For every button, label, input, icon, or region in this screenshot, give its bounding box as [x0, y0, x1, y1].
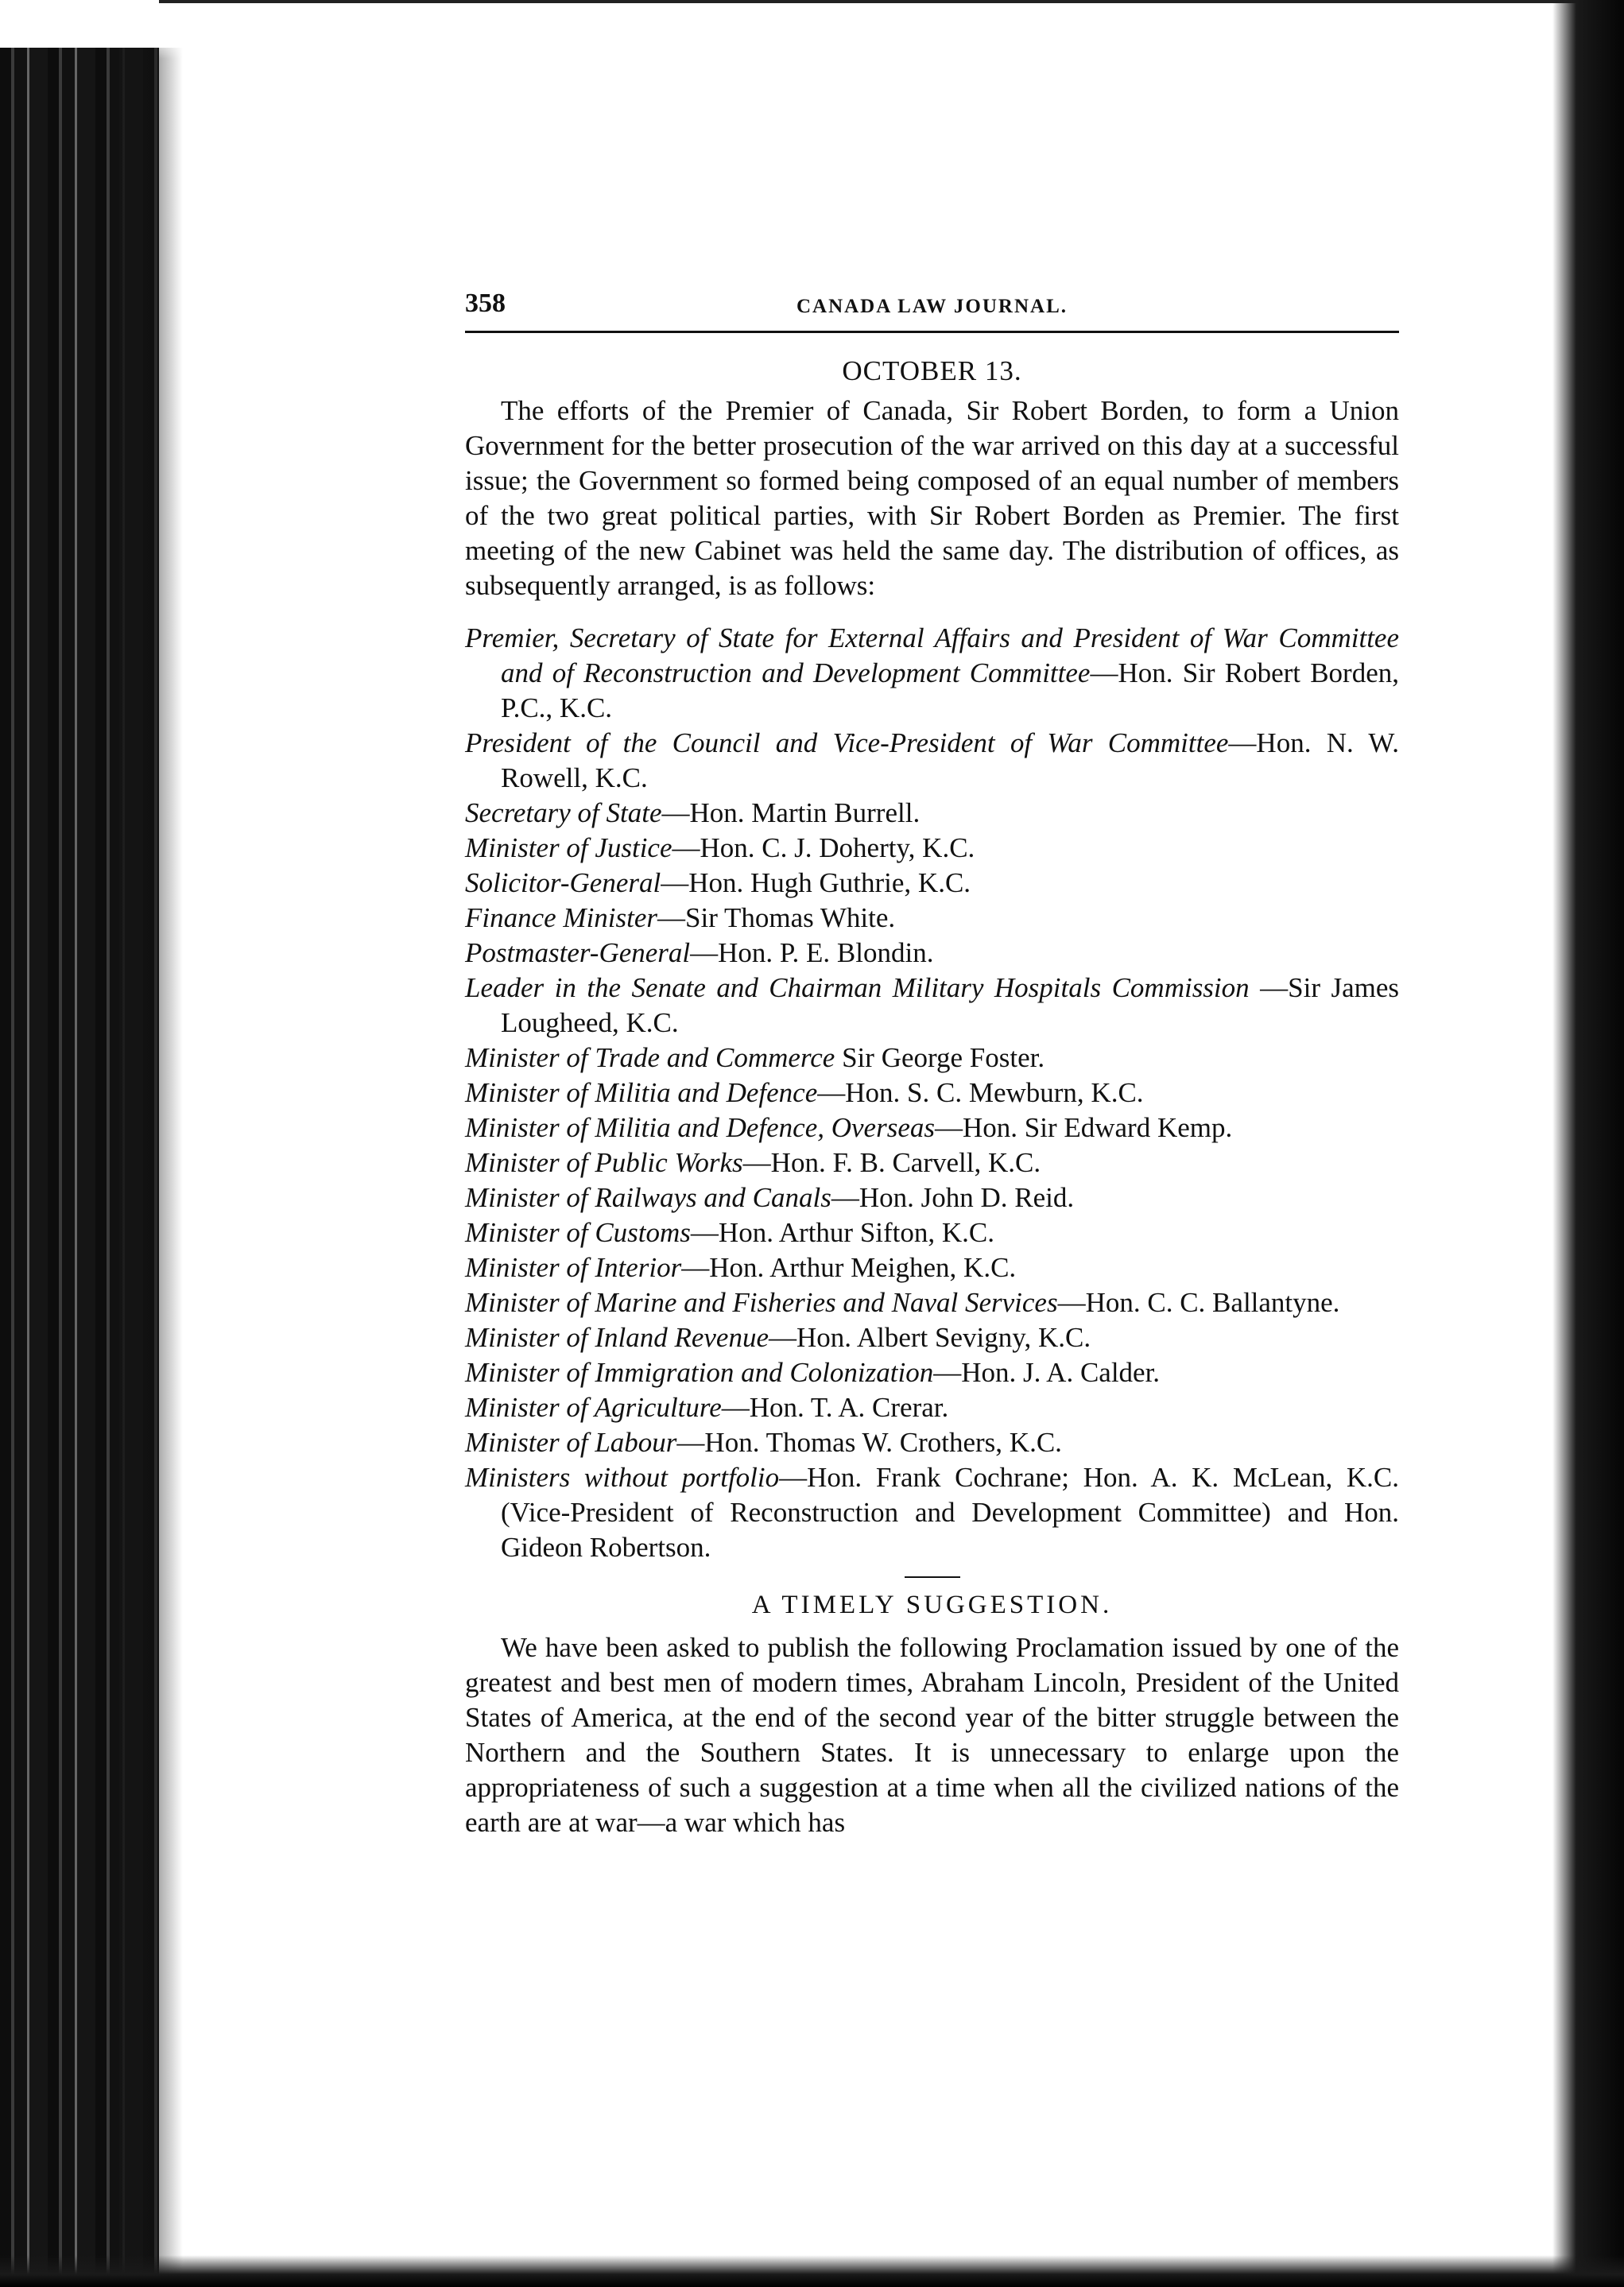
journal-title: CANADA LAW JOURNAL. — [796, 296, 1068, 317]
office-holder: Sir George Foster. — [835, 1042, 1045, 1073]
office-entry — [465, 1460, 1399, 1565]
office-holder: —Hon. T. A. Crerar. — [721, 1392, 949, 1423]
office-title: Minister of Militia and Defence, Overseas — [465, 1112, 935, 1143]
scan-edge-bottom — [0, 2255, 1624, 2287]
office-entry — [465, 831, 1399, 866]
page-number: 358 — [465, 289, 506, 318]
office-entry — [465, 866, 1399, 901]
office-holder: —Hon. C. J. Doherty, K.C. — [672, 832, 975, 863]
office-holder: —Hon. Arthur Meighen, K.C. — [681, 1252, 1017, 1283]
office-title: Solicitor-General — [465, 867, 661, 898]
office-title: Minister of Marine and Fisheries and Naval Services — [465, 1287, 1058, 1318]
office-title: Minister of Labour — [465, 1427, 677, 1458]
office-entry — [465, 1111, 1399, 1145]
scan-edge-top — [159, 0, 1624, 59]
office-holder: —Hon. Albert Sevigny, K.C. — [768, 1322, 1091, 1353]
office-title: Minister of Militia and Defence — [465, 1077, 818, 1108]
office-title: Minister of Public Works — [465, 1147, 743, 1178]
office-holder: —Hon. F. B. Carvell, K.C. — [742, 1147, 1041, 1178]
office-entry — [465, 1215, 1399, 1250]
office-entry — [465, 1041, 1399, 1076]
office-holder: —Hon. C. C. Ballantyne. — [1057, 1287, 1340, 1318]
office-title: Postmaster-General — [465, 937, 691, 968]
office-holder: —Hon. Thomas W. Crothers, K.C. — [676, 1427, 1062, 1458]
office-title: Minister of Customs — [465, 1217, 691, 1248]
office-title: Minister of Agriculture — [465, 1392, 722, 1423]
office-title: Finance Minister — [465, 902, 658, 933]
running-head — [465, 286, 1399, 324]
document-page — [465, 286, 1399, 1840]
office-list — [465, 621, 1399, 1565]
office-title: Premier, Secretary of State for External Affairs and President of War Committee and of Reconstruction and Development Committee — [465, 622, 1399, 688]
office-holder: —Hon. Frank Cochrane; Hon. A. K. McLean, K.C. (Vice-President of Reconstruction and Development Committee) and Hon. Gideon Robertson. — [501, 1462, 1399, 1563]
office-entry — [465, 901, 1399, 936]
section-paragraph: We have been asked to publish the following Proclamation issued by one of the greatest and best men of modern times, Abraham Lincoln, President of the United States of America, at the end of the second year of the bitter struggle between the Northern and the Southern States. It is unnecessary to enlarge upon the appropriateness of such a suggestion at a time when all the civilized nations of the earth are at war—a war which has — [465, 1632, 1399, 1838]
header-rule — [465, 331, 1399, 333]
date-heading: OCTOBER 13. — [842, 355, 1022, 386]
office-title: Ministers without portfolio — [465, 1462, 780, 1493]
section-separator — [905, 1576, 960, 1578]
office-title: Minister of Immigration and Colonization — [465, 1357, 934, 1388]
intro-paragraph: The efforts of the Premier of Canada, Sir Robert Borden, to form a Union Government for the better prosecution of the war arrived on this day at a successful issue; the Government so formed being composed of an equal number of members of the two great political parties, with Sir Robert Borden as Premier. The first meeting of the new Cabinet was held the same day. The distribution of offices, as subsequently arranged, is as follows: — [465, 395, 1399, 601]
office-title: Leader in the Senate and Chairman Military Hospitals Commission — [465, 972, 1250, 1003]
scan-binding-edge-right — [1552, 0, 1624, 2287]
office-holder: —Hon. Sir Robert Borden, P.C., K.C. — [501, 657, 1399, 723]
office-entry — [465, 726, 1399, 796]
office-holder: —Hon. J. A. Calder. — [933, 1357, 1161, 1388]
section-title: A TIMELY SUGGESTION. — [751, 1591, 1113, 1619]
office-entry — [465, 1250, 1399, 1285]
office-entry — [465, 796, 1399, 831]
office-holder: —Sir Thomas White. — [657, 902, 896, 933]
office-entry — [465, 1425, 1399, 1460]
office-entry — [465, 1390, 1399, 1425]
office-holder: —Hon. P. E. Blondin. — [690, 937, 934, 968]
office-title: Minister of Trade and Commerce — [465, 1042, 835, 1073]
office-title: President of the Council and Vice-President of War Committee — [465, 727, 1229, 758]
office-entry — [465, 621, 1399, 726]
office-holder: —Hon. John D. Reid. — [831, 1182, 1075, 1213]
scan-shadow-left — [119, 48, 183, 2287]
office-holder: —Hon. Arthur Sifton, K.C. — [690, 1217, 995, 1248]
office-entry — [465, 1320, 1399, 1355]
office-title: Minister of Justice — [465, 832, 672, 863]
office-entry — [465, 1145, 1399, 1180]
office-holder: —Hon. S. C. Mewburn, K.C. — [817, 1077, 1144, 1108]
office-entry — [465, 936, 1399, 971]
office-holder: —Hon. Martin Burrell. — [661, 797, 921, 828]
office-entry — [465, 1355, 1399, 1390]
office-holder: —Sir James Lougheed, K.C. — [501, 972, 1399, 1038]
office-entry — [465, 1285, 1399, 1320]
office-holder: —Hon. N. W. Rowell, K.C. — [501, 727, 1399, 793]
office-title: Secretary of State — [465, 797, 662, 828]
office-title: Minister of Inland Revenue — [465, 1322, 769, 1353]
office-holder: —Hon. Sir Edward Kemp. — [934, 1112, 1233, 1143]
office-entry — [465, 971, 1399, 1041]
office-entry — [465, 1180, 1399, 1215]
office-entry — [465, 1076, 1399, 1111]
office-holder: —Hon. Hugh Guthrie, K.C. — [661, 867, 971, 898]
office-title: Minister of Railways and Canals — [465, 1182, 831, 1213]
office-title: Minister of Interior — [465, 1252, 682, 1283]
